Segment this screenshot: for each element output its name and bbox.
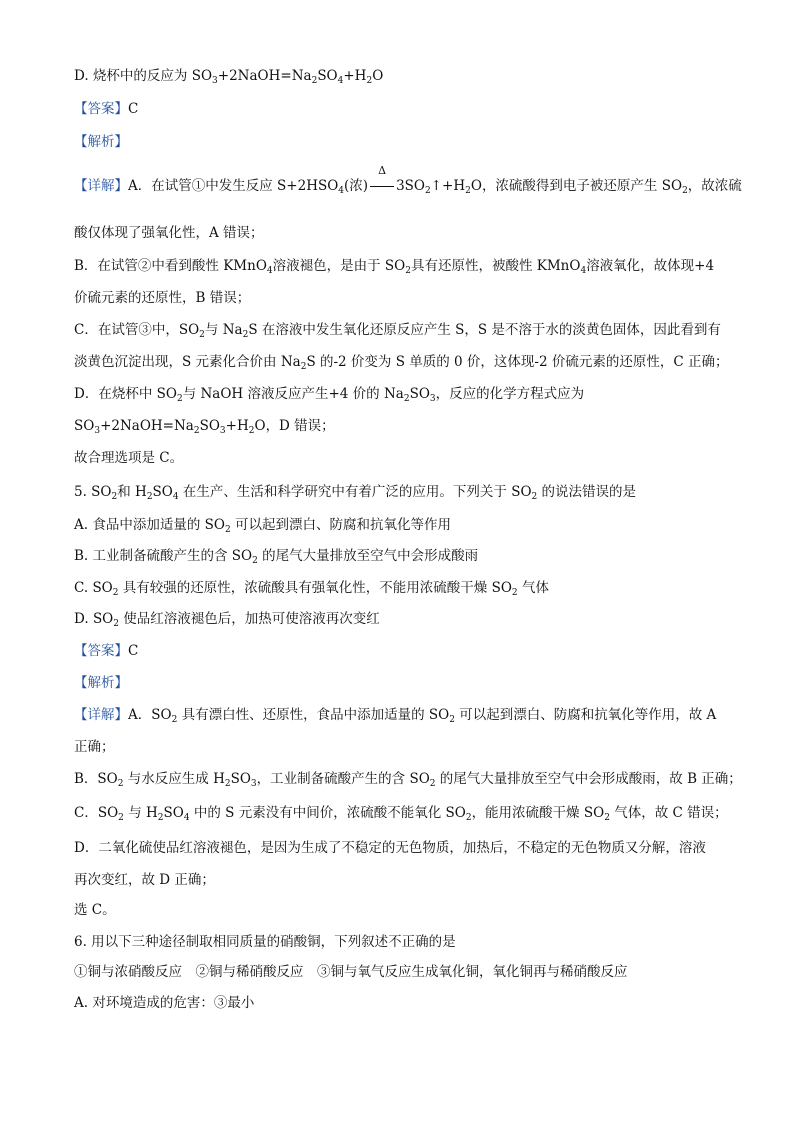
q5-detail-d-1: D．二氧化硫使品红溶液褪色，是因为生成了不稳定的无色物质，加热后，不稳定的无色物质又分解，溶液 (74, 840, 706, 856)
q5-option-a: A. 食品中添加适量的 $SO_2$ 可以起到漂白、防腐和抗氧化等作用 (74, 517, 451, 535)
q6-stem: 6. 用以下三种途径制取相同质量的硝酸铜，下列叙述不正确的是 (74, 934, 456, 950)
q5-detail-a-1: 【详解】A．$SO_2$ 具有漂白性、还原性，食品中添加适量的 $SO_2$ 可以起到漂白、防腐和抗氧化等作用，故 A (74, 707, 717, 725)
q4-conclusion: 故合理选项是 C。 (74, 450, 184, 466)
q4-detail-d-2: $SO_3+2NaOH=Na_2SO_3+H_2O$，D 错误； (74, 418, 335, 436)
q5-conclusion: 选 C。 (74, 902, 116, 918)
q5-option-d: D. $SO_2$ 使品红溶液褪色后，加热可使溶液再次变红 (74, 611, 380, 629)
q4-answer: 【答案】C (74, 101, 139, 117)
q4-detail-c-1: C．在试管③中，$SO_2$与 $Na_2S$ 在溶液中发生氧化还原反应产生 S，S 是不溶于水的淡黄色固体，因此看到有 (74, 322, 721, 340)
q5-analysis-heading: 【解析】 (74, 675, 128, 691)
q5-option-b: B. 工业制备硫酸产生的含 $SO_2$ 的尾气大量排放至空气中会形成酸雨 (74, 548, 479, 566)
q4-option-d: D. 烧杯中的反应为 $SO_3+2NaOH=Na_2SO_4+H_2O$ (74, 68, 384, 86)
q4-analysis-heading: 【解析】 (74, 134, 128, 150)
q4-detail-b-1: B．在试管②中看到酸性 KMnO$_4$溶液褪色，是由于 $SO_2$具有还原性，被酸性 KMnO$_4$溶液氧化，故体现+4 (74, 258, 715, 276)
q4-detail-a-2: 酸仅体现了强氧化性，A 错误； (74, 225, 264, 241)
q4-detail-d-1: D．在烧杯中 $SO_2$与 NaOH 溶液反应产生+4 价的 $Na_2SO_3$，反应的化学方程式应为 (74, 386, 585, 404)
reaction-condition: Δ (368, 176, 396, 196)
q4-detail-a-1: 【详解】A．在试管①中发生反应 $S+2HSO_4$(浓) Δ $3SO_2↑+H_2O$，浓硫酸得到电子被还原产生 $SO_2$，故浓硫 (74, 164, 742, 196)
q5-stem: 5. $SO_2$和 $H_2SO_4$ 在生产、生活和科学研究中有着广泛的应用。下列关于 $SO_2$ 的说法错误的是 (74, 484, 637, 502)
q4-detail-b-2: 价硫元素的还原性，B 错误； (74, 290, 251, 306)
q6-routes: ①铜与浓硝酸反应 ②铜与稀硝酸反应 ③铜与氧气反应生成氧化铜，氧化铜再与稀硝酸反应 (74, 964, 628, 980)
q6-option-a: A. 对环境造成的危害：③最小 (74, 995, 255, 1011)
q5-detail-c: C．$SO_2$ 与 $H_2SO_4$ 中的 S 元素没有中间价，浓硫酸不能氧化 $SO_2$，能用浓硫酸干燥 $SO_2$ 气体，故 C 错误； (74, 805, 728, 823)
q5-answer: 【答案】C (74, 643, 139, 659)
q4-detail-c-2: 淡黄色沉淀出现，S 元素化合价由 $Na_2S$ 的-2 价变为 S 单质的 0 价，这体现-2 价硫元素的还原性，C 正确； (74, 354, 729, 372)
q5-detail-a-2: 正确； (74, 739, 115, 755)
q5-option-c: C. $SO_2$ 具有较强的还原性，浓硫酸具有强氧化性，不能用浓硫酸干燥 $SO_2$ 气体 (74, 580, 549, 598)
q5-detail-d-2: 再次变红，故 D 正确； (74, 872, 215, 888)
q5-detail-b: B．$SO_2$ 与水反应生成 $H_2SO_3$，工业制备硫酸产生的含 $SO_2$ 的尾气大量排放至空气中会形成酸雨，故 B 正确； (74, 771, 742, 789)
